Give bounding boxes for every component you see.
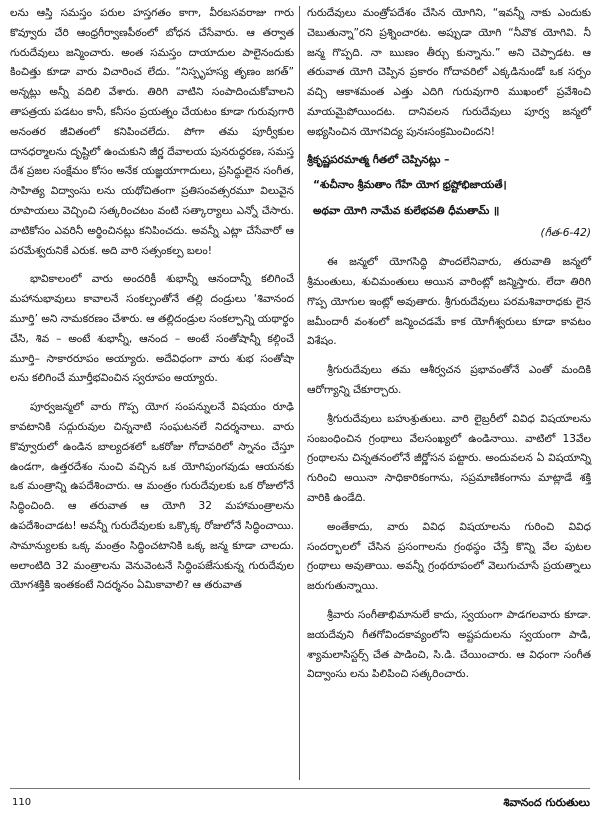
page-number: 110 — [12, 797, 32, 808]
paragraph: శ్రీగురుదేవులు బహుశ్రుతులు. వారి లైబ్రరీలో వివిధ విషయాలను సంబంధించిన గ్రంథాలు వేలసంఖ్యలో ఉండినాయి. వాటిలో 13వేల గ్రంథాలను చిన్నతనంలోనే జీర్ణోసన పట్టారు. అందువలన ఏ విషయాన్ని గురించి అయినా సాధికారికంగాను, సప్రమాణికంగాను మాట్లాడే శక్తి వారికి ఉండేది. — [307, 412, 591, 504]
paragraph: అంతేకాదు, వారు వివిధ విషయాలను గురించి వివిధ సందర్భాలలో చేసిన ప్రసంగాలను గ్రంథస్థం చేస్తే కొన్ని వేల పుటల గ్రంథాలు అవుతాయి. అవన్నీ గ్రంథరూపంలో వెలుగుచూసే ప్రయత్నాలు జరుగుతున్నాయి. — [307, 520, 591, 593]
running-title: శివానంద గురుతులు — [503, 796, 590, 809]
verse-reference: (గీత-6-42) — [540, 227, 591, 240]
verse-line: అథవా యోగి నామేవ కులేభవతి ధీమతామ్ ॥ — [313, 205, 500, 218]
verse-intro: శ్రీకృష్ణపరమాత్మ గీతలో చెప్పినట్లు – — [307, 153, 450, 166]
footer-rule — [10, 788, 590, 789]
paragraph: శ్రీవారు సంగీతాభిమానులే కాదు, స్వయంగా పాడగలవారు కూడా. జయదేవుని గీతగోవిందకావ్యంలోని అష్టపదులను స్వయంగా పాడి, శ్యామలాసిస్టర్స్ చేత పాడించి, సి.డి. చేయించారు. ఆ విధంగా సంగీత విద్వాంసు లను పిలిపించి సత్కరించారు. — [307, 608, 591, 681]
paragraph: గురుదేవులు మంత్రోపదేశం చేసిన యోగిని, “ఇవన్నీ నాకు ఎందుకు చెబుతున్నా”రని ప్రశ్నించారట. అప్పుడా యోగి “నీవొక యోగివి. నీ జన్మ గొప్పది. నా ఋణం తీర్చు కున్నాను.” అని చెప్పాడట. ఆ తరువాత యోగి చెప్పిన ప్రకారం గోదావరిలో ఎక్కడినుండో ఒక సర్పం వచ్చి ఆకాశమంత ఎత్తు ఎదిగి గురువుగారి ముఖంలో ప్రవేశించి మాయమైపోయిందట. దానివలన గురుదేవులు పూర్వ జన్మలో అభ్యసించిన యోగవిద్య పునఃసంక్రమించిందని! — [307, 7, 591, 138]
verse-line: “శుచీనాం శ్రీమతాం గేహే యోగ భ్రష్టోభిజాయతే। — [313, 179, 507, 192]
left-column — [10, 4, 294, 596]
right-column — [307, 4, 591, 685]
column-divider — [299, 6, 300, 780]
paragraph: పూర్వజన్మలో వారు గొప్ప యోగ సంపన్నులనే విషయం రూఢి కావటానికి సద్గురువుల చిన్ననాటి సంఘటనలే నిదర్శనాలు. వారు కొవ్వూరులో ఉండిన బాల్యదశలో ఒకరోజు గోదావరిలో స్నానం చేస్తూ ఉండగా, ఉత్తరదేశం నుంచి వచ్చిన ఒక యోగిపుంగవుడు ఆయనకు ఒక మంత్రాన్ని ఉపదేశించారు. ఆ మంత్రం గురుదేవులకు ఒక రోజులోనే సిద్ధించింది. ఆ తరువాత ఆ యోగి 32 మహామంత్రాలను ఉపదేశించాడట! అవన్నీ గురుదేవులకు ఒక్కొక్క రోజులోనే సిద్ధించాయి. సామాన్యులకు ఒక్క మంత్రం సిద్ధించటానికి ఒక్క జన్మ కూడా చాలదు. అలాంటిది 32 మంత్రాలను వెనువెంటనే సిద్ధింపజేసుకున్న గురుదేవుల యోగశక్తికి ఇంతకంటే నిదర్శనం ఏమికావాలి? ఆ తరువాత — [10, 401, 294, 592]
paragraph: భావికాలంలో వారు అందరికీ శుభాన్నీ ఆనందాన్నీ కలిగించే మహానుభావులు కావాలనే సంకల్పంతోనే తల్లి దండ్రులు ‘శివానంద మూర్తి’ అని నామకరణం చేశారు. ఆ తల్లిదండ్రుల సంకల్పాన్ని యథార్థం చేసి, శివ – అంటే శుభాన్నీ, ఆనంద – అంటే సంతోషాన్నీ కల్గించే మూర్తి– సాకారరూపం అయ్యారు. అదేవిధంగా వారు శుభ సంతోషా లను కలిగించే మూర్తీభవించిన స్వరూపం అయ్యారు. — [10, 273, 294, 385]
paragraph: ఈ జన్మలో యోగసిద్ధి పొందలేనివారు, తరువాతి జన్మలో శ్రీమంతులు, శుచిమంతులు అయిన వారింట్లో జన్మిస్తారు. లేదా తిరిగి గొప్ప యోగుల ఇంట్లో అవుతారు. శ్రీగురుదేవులు పరమశివారాధకు లైన జమీందారీ వంశంలో జన్మించడమే కాక యోగీశ్వరులు కూడా కావటం విశేషం. — [307, 256, 591, 348]
paragraph: శ్రీగురుదేవులు తమ ఆశీర్వచన ప్రభావంతోనే ఎంతో మందికి ఆరోగ్యాన్ని చేకూర్చారు. — [307, 364, 591, 396]
paragraph: లను ఆస్తి సమస్తం పరుల హస్తగతం కాగా, వీరబసవరాజు గారు కొవ్వూరు చేరి ఆంధ్రగీర్వాణపీఠంలో బోధన చేసేవారు. ఆ తర్వాత గురుదేవులు జన్మించారు. అంత సమస్తం దాయాదుల పాలైనందుకు కించిత్తు కూడా వారు విచారించ లేదు. “నిస్పృహస్య తృణం జగత్” అన్నట్లు అన్నీ వదిలి వేశారు. తిరిగి వాటిని సంపాదించుకోవాలని తాపత్రయ పడటం కానీ, కనీసం ప్రయత్నం చేయటం కూడా గురువుగారి అనంతర జీవితంలో కనిపించలేదు. పోగా తమ పూర్వీకుల దానధర్మాలను దృష్టిలో ఉంచుకుని జీర్ణ దేవాలయ పునరుద్ధరణ, సమస్త దేశ ప్రజల సంక్షేమం కోసం అనేక యజ్ఞయాగాదులు, ప్రసిద్ధులైన సంగీత, సాహిత్య విద్వాంసు లను యథోచితంగా ప్రతిసంవత్సరమూ విలువైన రూపాయలు వెచ్చించి సత్కరించటం వంటి సత్కార్యాలు ఎన్నో చేసారు. వాటికోసం ఎవరినీ అర్థించినట్లు కనిపించదు. అవన్నీ ఎట్లా చేసేవారో ఆ పరమేశ్వరునికే ఎరుక. అది వారి సత్సంకల్ప బలం! — [10, 7, 294, 257]
